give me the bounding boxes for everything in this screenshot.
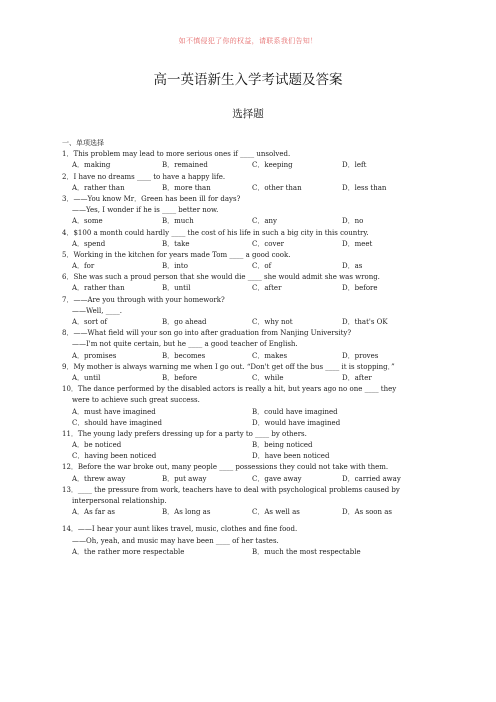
option: A．for — [72, 262, 95, 271]
option-row — [62, 283, 442, 294]
option: A．threw away — [72, 474, 126, 483]
option: A．sort of — [72, 318, 108, 326]
option: B．until — [162, 284, 191, 293]
option: D．left — [342, 161, 367, 170]
option: D．after — [342, 373, 372, 382]
option: B．much — [162, 217, 194, 226]
option: A．making — [72, 161, 111, 170]
option: B．being noticed — [252, 441, 313, 450]
option-row — [62, 160, 442, 171]
option: A．promises — [72, 351, 117, 360]
question-stem: 2．I have no dreams ____ to have a happy life. — [62, 172, 226, 181]
question-stem: 14．——I hear your aunt likes travel, music, clothes and fine food. — [62, 525, 298, 534]
option: C．why not — [252, 318, 293, 326]
option: D．As soon as — [342, 508, 393, 517]
copyright-notice: 如不慎侵犯了你的权益，请联系我们告知！ — [178, 37, 318, 45]
option-row — [62, 317, 442, 328]
option-row — [62, 451, 442, 462]
option: D．meet — [342, 239, 373, 248]
option-row — [62, 261, 442, 272]
question-stem: 1．This problem may lead to more serious ones if ____ unsolved. — [62, 150, 291, 159]
option: D．less than — [342, 183, 387, 192]
option-row — [62, 474, 442, 485]
question-stem: 7．——Are you through with your homework? — [62, 295, 225, 304]
option: B．before — [162, 373, 198, 382]
option: B．put away — [162, 474, 207, 483]
option: C．having been noticed — [72, 452, 157, 461]
option: D．carried away — [342, 474, 401, 483]
option: B．becomes — [162, 351, 206, 360]
question-stem: 10．The dance performed by the disabled actors is really a hit, but years ago no one ____ they — [62, 385, 397, 394]
question-stem: 3．——You know Mr．Green has been ill for days? — [62, 194, 241, 203]
option: A．be noticed — [72, 441, 122, 450]
question-stem: 12．Before the war broke out, many people ____ possessions they could not take with them. — [62, 463, 389, 472]
option: A．must have imagined — [72, 407, 156, 416]
option: B．could have imagined — [252, 407, 338, 416]
option: C．of — [252, 262, 272, 271]
option: C．makes — [252, 351, 288, 360]
option: A．As far as — [72, 508, 116, 517]
option: C．As well as — [252, 508, 300, 517]
option: B．more than — [162, 183, 211, 192]
option: D．would have imagined — [252, 418, 341, 427]
option: C．keeping — [252, 161, 293, 170]
question-stem: 9．My mother is always warning me when I go out. “Don't get off the bus ____ it is stopping．” — [62, 362, 395, 371]
section-heading: 一、单项选择 — [62, 139, 104, 147]
question-stem: 13．____ the pressure from work, teachers have to deal with psychological problems caused by — [62, 485, 400, 494]
option: C．gave away — [252, 474, 302, 483]
option-row — [62, 440, 442, 451]
question-stem: 4．$100 a month could hardly ____ the cost of his life in such a big city in this country. — [62, 228, 369, 237]
option: A．until — [72, 373, 101, 382]
question-list — [62, 138, 442, 558]
question-stem: 11．The young lady prefers dressing up for a party to ____ by others. — [62, 429, 307, 438]
page-title: 高一英语新生入学考试题及答案 — [153, 72, 343, 88]
option: B．much the most respectable — [252, 547, 361, 556]
option: D．no — [342, 217, 364, 226]
question-stem-cont: interpersonal relationship. — [72, 497, 167, 505]
option-row — [62, 407, 442, 418]
question-stem-cont: ——Oh, yeah, and music may have been ____ of her tastes. — [72, 536, 279, 545]
option-row — [62, 418, 442, 429]
section-subtitle: 选择题 — [232, 108, 264, 120]
option-row — [62, 351, 442, 362]
option: B．remained — [162, 161, 208, 170]
option: A．spend — [72, 239, 106, 248]
option: A．rather than — [72, 284, 125, 293]
question-stem-cont: ——Well, ____. — [72, 306, 122, 315]
option: C．should have imagined — [72, 418, 163, 427]
option-row — [62, 216, 442, 227]
question-stem-cont: ——I'm not quite certain, but he ____ a good teacher of English. — [72, 340, 298, 349]
option: D．have been noticed — [252, 452, 330, 461]
option: D．before — [342, 284, 378, 293]
option: B．As long as — [162, 508, 211, 517]
question-stem-cont: were to achieve such great success. — [72, 396, 200, 405]
question-stem: 6．She was such a proud person that she would die ____ she would admit she was wrong. — [62, 273, 380, 282]
option: A．rather than — [72, 183, 125, 192]
question-stem: 5．Working in the kitchen for years made Tom ____ a good cook. — [62, 250, 291, 259]
option: D．as — [342, 262, 363, 271]
option: B．into — [162, 262, 188, 271]
question-stem-cont: ——Yes, I wonder if he is ____ better now. — [72, 206, 219, 215]
option-row — [62, 239, 442, 250]
question-stem: 8．——What field will your son go into after graduation from Nanjing University? — [62, 329, 352, 338]
option-row — [62, 547, 442, 558]
option: C．after — [252, 284, 282, 293]
option: A．some — [72, 217, 103, 226]
option: D．proves — [342, 351, 379, 360]
option-row — [62, 507, 442, 518]
option: C．other than — [252, 183, 302, 192]
option: A．the rather more respectable — [72, 547, 185, 556]
option: C．while — [252, 373, 284, 382]
option: D．that's OK — [342, 318, 388, 326]
option: C．any — [252, 217, 277, 226]
option-row — [62, 183, 442, 194]
option: B．take — [162, 239, 190, 248]
option: C．cover — [252, 239, 284, 248]
option-row — [62, 373, 442, 384]
option: B．go ahead — [162, 318, 207, 326]
